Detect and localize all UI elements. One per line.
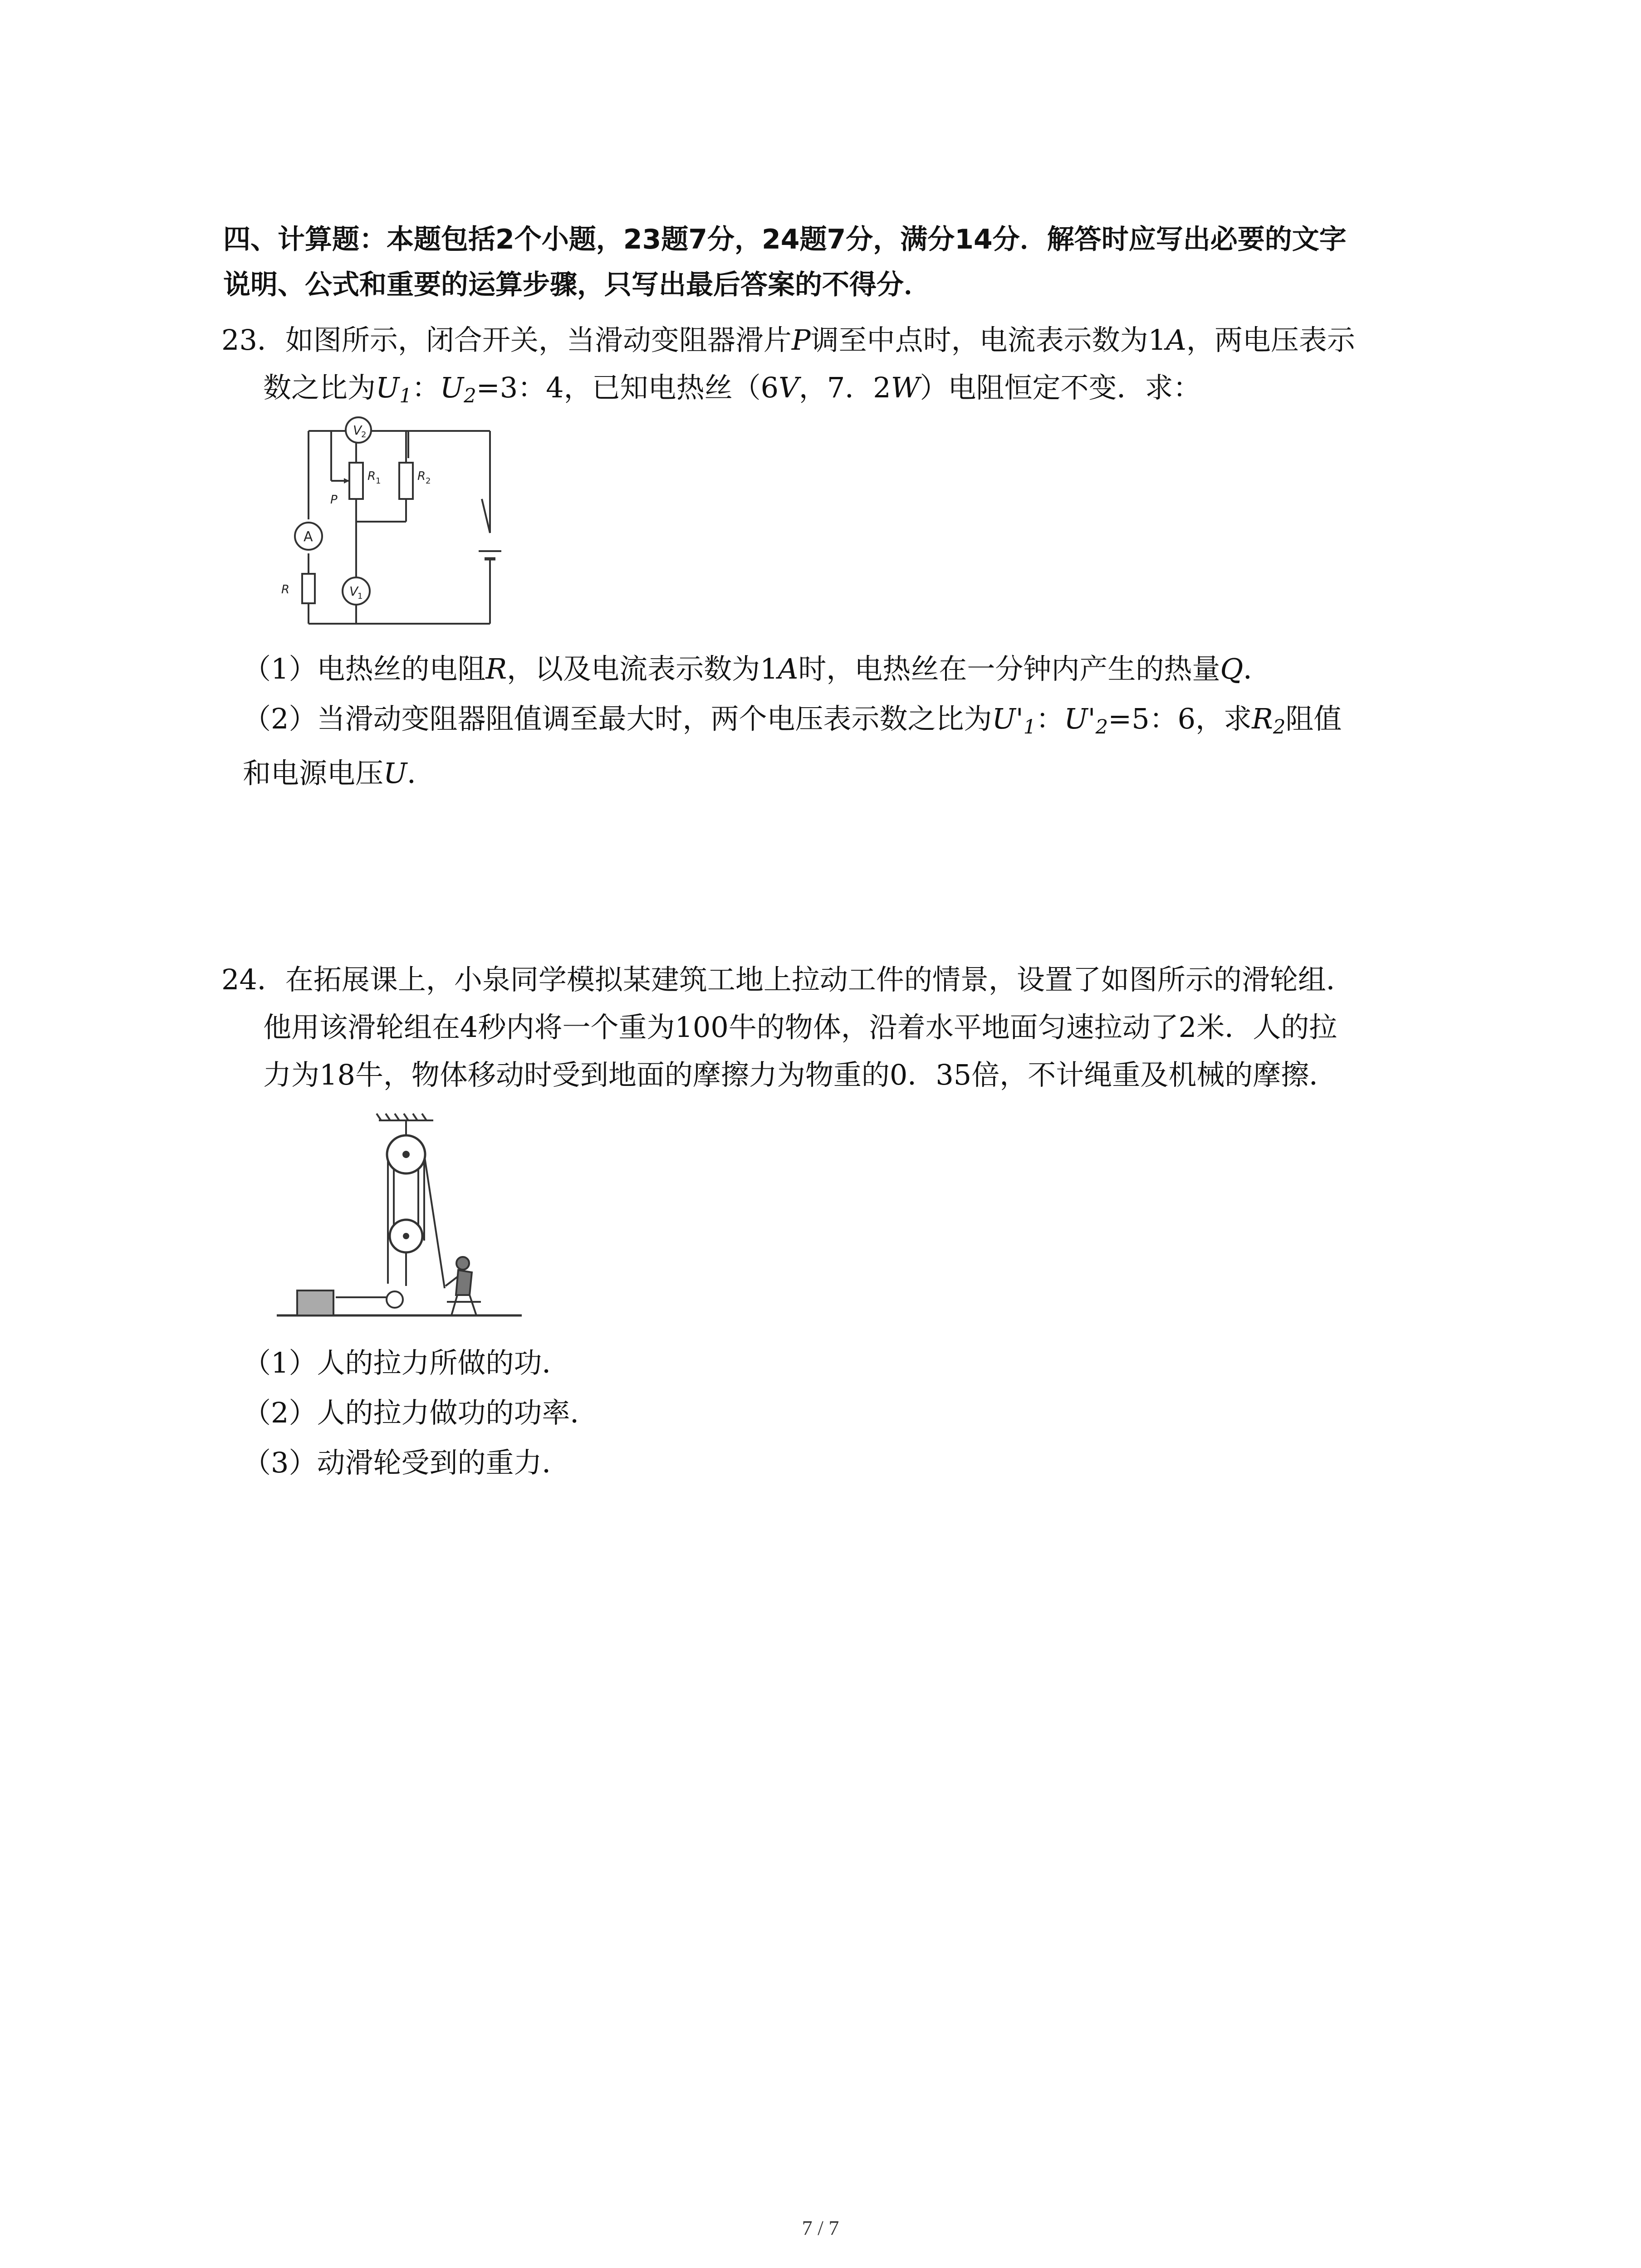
text: ，7．2 — [798, 371, 891, 404]
var-u: U — [383, 757, 407, 790]
unit-a: A — [1166, 323, 1186, 357]
var-r: R — [1252, 702, 1273, 735]
axle-icon — [402, 1151, 410, 1158]
var-u: U — [440, 371, 464, 404]
p-label: P — [330, 493, 338, 507]
q24-sub-2: （2）人的拉力做功的功率． — [243, 1396, 598, 1429]
v1-sub: 1 — [358, 591, 363, 601]
resistor-r1 — [349, 463, 363, 499]
text: 时，电热丝在一分钟内产生的热量 — [798, 652, 1220, 685]
text: （2）当滑动变阻器阻值调至最大时，两个电压表示数之比为 — [243, 702, 992, 735]
var-u-prime: U' — [1064, 702, 1096, 735]
subscript: 2 — [464, 384, 476, 407]
text: 阻值 — [1285, 702, 1342, 735]
subscript: 2 — [1273, 715, 1286, 738]
q24-line-2: 他用该滑轮组在4秒内将一个重为100牛的物体，沿着水平地面匀速拉动了2米．人的拉 — [263, 1011, 1337, 1044]
subscript: 2 — [1095, 715, 1108, 738]
q23-sub-2-cont — [243, 755, 435, 792]
axle-icon — [403, 1233, 409, 1239]
r-label: R — [281, 583, 290, 596]
r2-label: R — [417, 469, 426, 483]
unit-a: A — [778, 652, 798, 685]
section-heading-line-2: 说明、公式和重要的运算步骤，只写出最后答案的不得分． — [223, 269, 931, 301]
subscript: 1 — [1023, 715, 1036, 738]
var-q: Q — [1220, 652, 1244, 685]
v2-label: V — [353, 423, 362, 438]
text: 数之比为 — [263, 371, 376, 404]
pulley-system-diagram — [277, 1107, 531, 1334]
q23-line-1 — [221, 322, 1355, 358]
text: =3：4，已知电热丝（6 — [476, 371, 779, 404]
text: =5：6，求 — [1108, 702, 1252, 735]
text: ． — [407, 757, 436, 790]
v2-sub: 2 — [361, 430, 367, 440]
var-r: R — [485, 652, 507, 685]
section-heading-line-1: 四、计算题：本题包括2个小题，23题7分，24题7分，满分14分．解答时应写出必要的文字 — [223, 224, 1347, 255]
text: （1）电热丝的电阻 — [243, 652, 486, 685]
v1-label: V — [349, 584, 358, 599]
q23-sub-1 — [243, 651, 1271, 687]
q24-sub-3: （3）动滑轮受到的重力． — [243, 1446, 570, 1479]
q24-sub-1: （1）人的拉力所做的功． — [243, 1346, 570, 1379]
unit-w: W — [891, 371, 920, 404]
resistor-r — [302, 574, 315, 603]
text: ，以及电流表示数为1 — [507, 652, 778, 685]
circuit-diagram — [277, 413, 513, 635]
r1-sub: 1 — [376, 476, 381, 486]
q23-line-2 — [263, 370, 1201, 414]
ground-pulley-icon — [387, 1291, 403, 1308]
page-number: 7 / 7 — [802, 2216, 839, 2239]
var-u-prime: U' — [992, 702, 1024, 735]
unit-v: V — [779, 371, 799, 404]
text: ． — [1243, 652, 1272, 685]
var-u: U — [376, 371, 400, 404]
text: 和电源电压 — [243, 757, 384, 790]
subscript: 1 — [399, 384, 412, 407]
var-p: P — [791, 323, 811, 357]
text: 23．如图所示，闭合开关，当滑动变阻器滑片 — [221, 323, 792, 357]
text: ）电阻恒定不变．求： — [920, 371, 1201, 404]
a-label: A — [304, 529, 313, 545]
block-object — [297, 1290, 333, 1315]
q24-line-1: 24．在拓展课上，小泉同学模拟某建筑工地上拉动工件的情景，设置了如图所示的滑轮组． — [221, 963, 1354, 996]
resistor-r2 — [399, 463, 413, 499]
q24-line-3: 力为18牛，物体移动时受到地面的摩擦力为物重的0．35倍，不计绳重及机械的摩擦． — [263, 1058, 1337, 1091]
r1-label: R — [367, 469, 376, 483]
person-icon — [446, 1257, 481, 1315]
text: ，两电压表示 — [1186, 323, 1355, 357]
text: 调至中点时，电流表示数为1 — [810, 323, 1166, 357]
text: ： — [411, 371, 440, 404]
q23-sub-2 — [243, 701, 1342, 745]
text: ： — [1036, 702, 1064, 735]
r2-sub: 2 — [426, 476, 431, 486]
